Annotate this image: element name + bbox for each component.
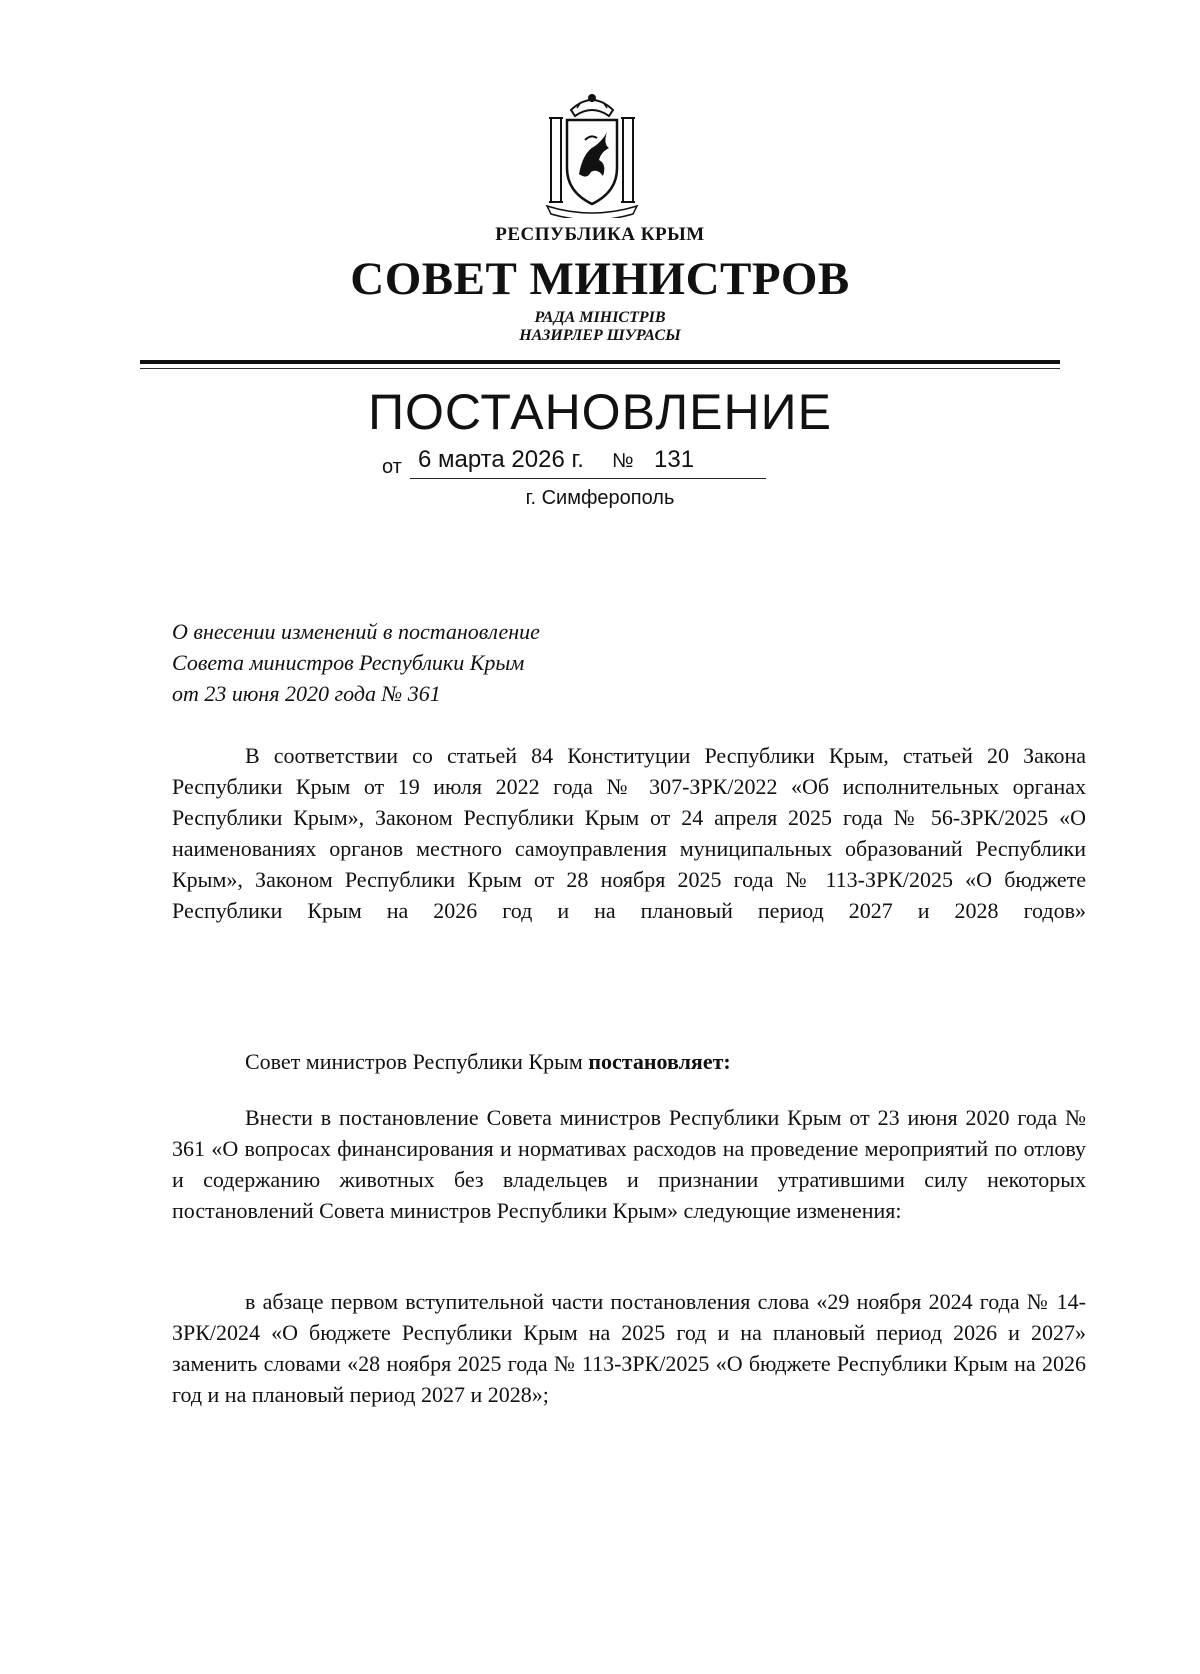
council-title: СОВЕТ МИНИСТРОВ bbox=[350, 253, 850, 305]
republic-name: РЕСПУБЛИКА КРЫМ bbox=[495, 224, 705, 245]
coat-of-arms-emblem bbox=[537, 88, 647, 218]
preamble-paragraph: В соответствии со статьей 84 Конституции Республики Крым, статьей 20 Закона Республики Крым от 19 июля 2022 года № 307-ЗРК/2022 «Об исполнительных органах Республики Крым», Законом Республики Крым от 24 апреля 2025 года № 56-ЗРК/2025 «О наименованиях органов местного самоуправления муниципальных образований Республики Крым», Законом Республики Крым от 28 ноября 2025 года № 113-ЗРК/2025 «О бюджете Республики Крым на 2026 год и на плановый период 2027 и 2028 годов» bbox=[172, 743, 1086, 923]
amendment-item-paragraph: в абзаце первом вступительной части постановления слова «29 ноября 2024 года № 14-ЗРК/2024 «О бюджете Республики Крым на 2025 год и на плановый период 2026 и 2027» заменить словами «28 ноября 2025 года № 113-ЗРК/2025 «О бюджете Республики Крым на 2026 год и на плановый период 2027 и 2028»; bbox=[172, 1289, 1086, 1407]
council-title-ukrainian: РАДА МІНІСТРІВ bbox=[534, 309, 666, 326]
amendment-paragraph: Внести в постановление Совета министров Республики Крым от 23 июня 2020 года № 361 «О вопросах финансирования и нормативах расходов на проведение мероприятий по отлову и содержанию животных без владельцев и признании утратившими силу некоторых постановлений Совета министров Республики Крым» следующие изменения: bbox=[172, 1105, 1086, 1223]
header-divider-thick bbox=[140, 360, 1060, 364]
decree-statement bbox=[245, 1046, 731, 1077]
number-sign: № bbox=[612, 450, 634, 472]
subject-line-2: Совета министров Республики Крым bbox=[172, 650, 525, 675]
document-subject bbox=[172, 616, 540, 709]
header-divider-thin bbox=[140, 368, 1060, 369]
council-title-crimean-tatar: НАЗИРЛЕР ШУРАСЫ bbox=[519, 327, 681, 344]
date-underline bbox=[410, 478, 766, 479]
subject-line-3: от 23 июня 2020 года № 361 bbox=[172, 681, 441, 706]
decree-prefix: Совет министров Республики Крым bbox=[245, 1049, 589, 1074]
coat-of-arms-icon bbox=[537, 88, 647, 218]
subject-line-1: О внесении изменений в постановление bbox=[172, 619, 540, 644]
document-type-title: ПОСТАНОВЛЕНИЕ bbox=[368, 384, 832, 440]
document-number: 131 bbox=[654, 446, 695, 473]
city-name: г. Симферополь bbox=[525, 487, 675, 509]
date-number-row bbox=[382, 446, 782, 480]
document-date: 6 марта 2026 г. bbox=[418, 446, 584, 473]
date-prefix: от bbox=[382, 456, 402, 478]
decree-keyword: постановляет: bbox=[588, 1049, 731, 1074]
